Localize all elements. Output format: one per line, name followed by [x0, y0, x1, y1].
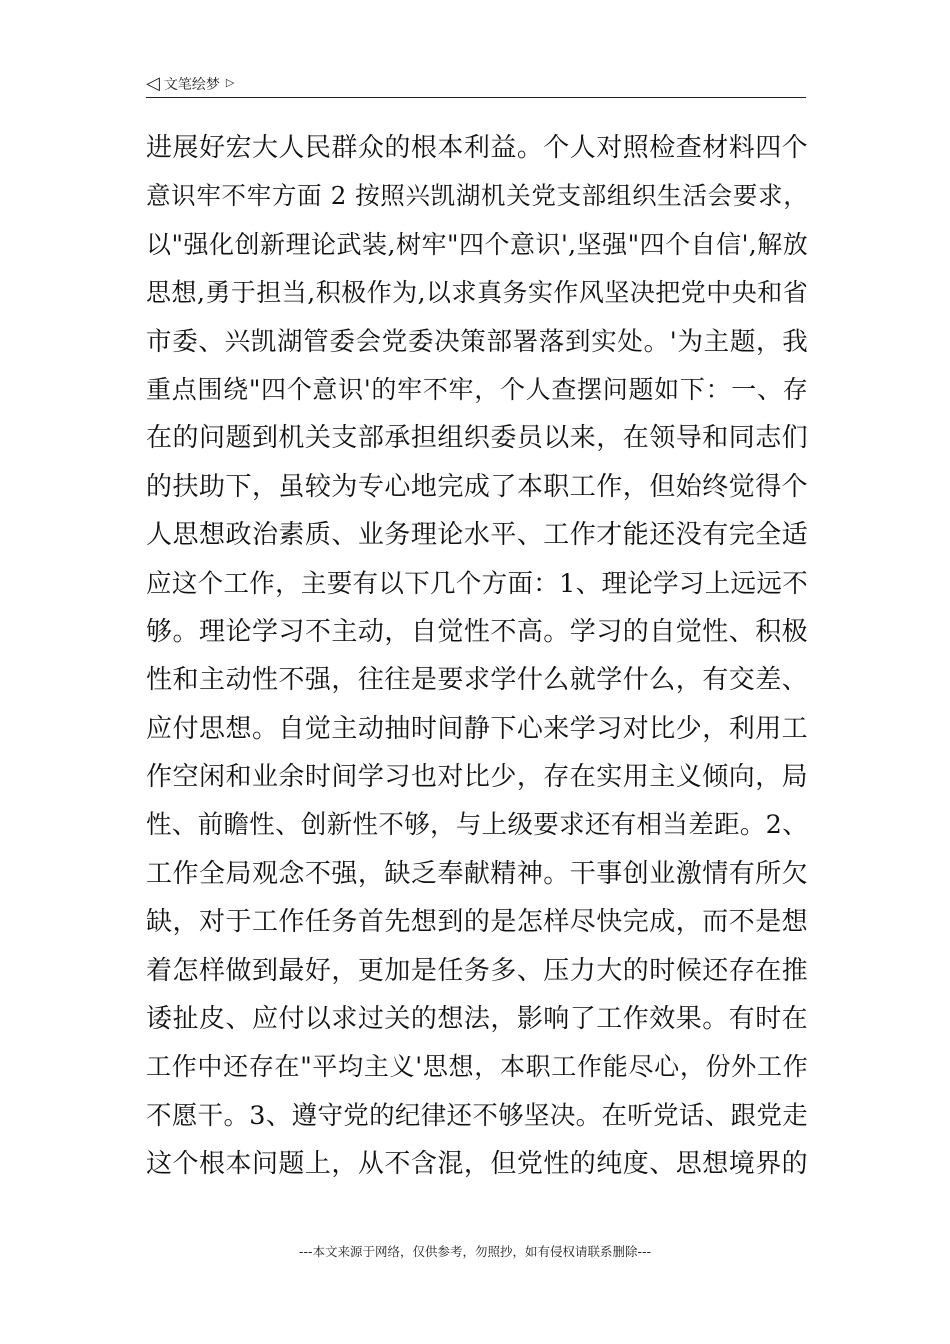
text-line: 这个根本问题上，从不含混，但党性的纯度、思想境界的	[146, 1149, 808, 1180]
text-line: 应付思想。自觉主动抽时间静下心来学习对比少，利用工	[146, 713, 808, 744]
text-line: 人思想政治素质、业务理论水平、工作才能还没有完全适	[146, 520, 808, 551]
text-line: 诿扯皮、应付以求过关的想法，影响了工作效果。有时在	[146, 1004, 808, 1035]
text-line: 不愿干。3、遵守党的纪律还不够坚决。在听党话、跟党走	[146, 1100, 808, 1131]
text-line: 在的问题到机关支部承担组织委员以来，在领导和同志们	[146, 423, 808, 454]
page-footer: ---本文来源于网络，仅供参考，勿照抄，如有侵权请联系删除---	[298, 1244, 652, 1259]
text-line: 意识牢不牢方面 2 按照兴凯湖机关党支部组织生活会要求，	[146, 181, 808, 211]
text-line: 市委、兴凯湖管委会党委决策部署落到实处。'为主题，我	[146, 326, 808, 357]
triangle-right-icon: ▷	[225, 75, 235, 89]
document-body	[146, 124, 808, 1189]
text-line: 的扶助下，虽较为专心地完成了本职工作，但始终觉得个	[146, 471, 808, 502]
header-title: 文笔绘梦	[163, 77, 220, 93]
text-line: 应这个工作，主要有以下几个方面：1、理论学习上远远不	[146, 568, 808, 599]
text-line: 工作中还存在"平均主义'思想，本职工作能尽心，份外工作	[146, 1052, 808, 1082]
page-header	[146, 72, 806, 96]
triangle-left-icon: ◁	[146, 73, 160, 94]
text-line: 以"强化创新理论武装,树牢"四个意识',坚强"四个自信',解放	[146, 229, 808, 259]
text-line: 够。理论学习不主动，自觉性不高。学习的自觉性、积极	[146, 616, 808, 647]
text-line: 缺，对于工作任务首先想到的是怎样尽快完成，而不是想	[146, 907, 808, 938]
header-divider	[146, 97, 806, 98]
text-line: 重点围绕"四个意识'的牢不牢，个人查摆问题如下：一、存	[146, 374, 808, 404]
text-line: 性、前瞻性、创新性不够，与上级要求还有相当差距。2、	[146, 810, 808, 841]
text-line: 思想,勇于担当,积极作为,以求真务实作风坚决把党中央和省	[146, 278, 808, 308]
text-line: 进展好宏大人民群众的根本利益。个人对照检查材料四个	[146, 133, 808, 163]
text-line: 作空闲和业余时间学习也对比少，存在实用主义倾向，局	[146, 762, 808, 793]
text-line: 工作全局观念不强，缺乏奉献精神。干事创业激情有所欠	[146, 858, 808, 889]
text-line: 性和主动性不强，往往是要求学什么就学什么，有交差、	[146, 665, 808, 696]
text-line: 着怎样做到最好，更加是任务多、压力大的时候还存在推	[146, 955, 808, 986]
